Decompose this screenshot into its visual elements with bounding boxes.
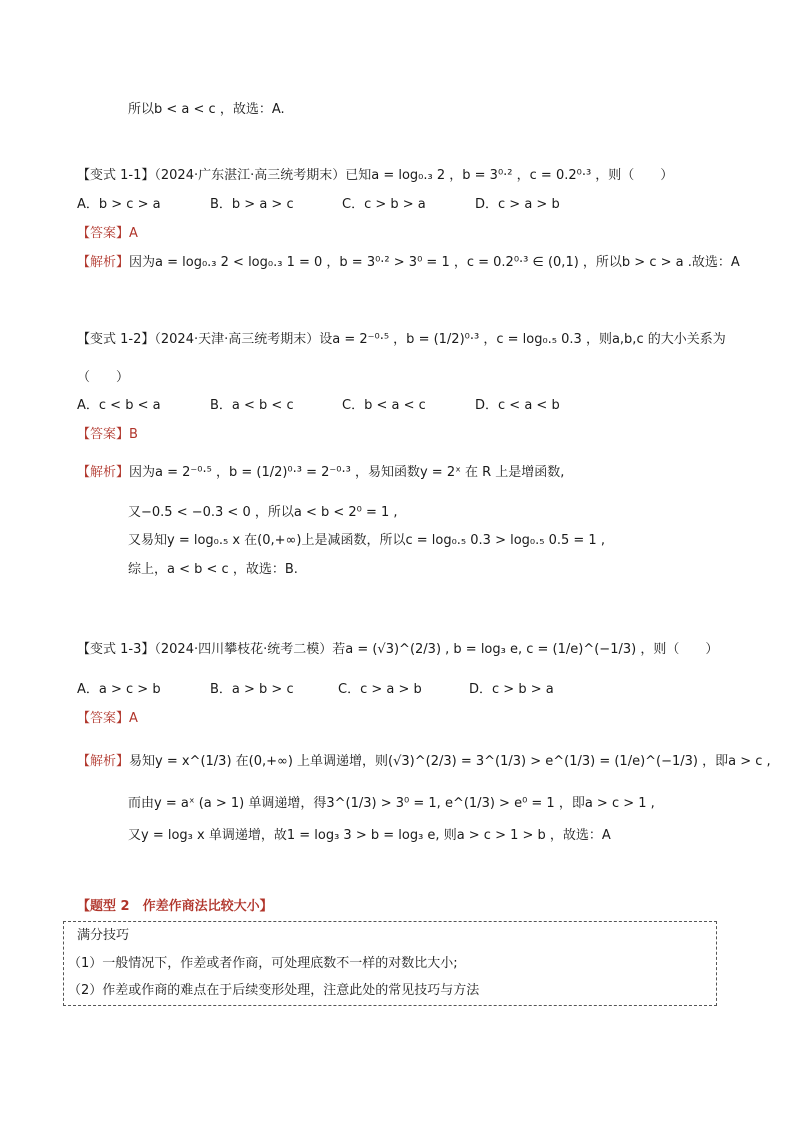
analysis-label: 【解析】 <box>77 255 130 270</box>
analysis-line: 又y = log₃ x 单调递增，故1 = log₃ 3 > b = log₃ e, 则a > c > 1 > b ，故选：A <box>128 828 611 843</box>
question-source: （2024·天津·高三统考期末） <box>154 332 320 347</box>
answer-value: B <box>129 427 138 442</box>
analysis-line: 又−0.5 < −0.3 < 0 ，所以a < b < 2⁰ = 1 , <box>128 505 398 520</box>
tips-box-title: 满分技巧 <box>77 928 130 943</box>
question-text: 已知a = log₀.₃ 2 ，b = 3⁰·² ，c = 0.2⁰·³ ，则（ ） <box>345 168 674 183</box>
analysis-line: 综上，a < b < c ，故选：B. <box>128 562 298 577</box>
conclusion-line: 所以b < a < c ，故选：A. <box>128 102 285 117</box>
question-label: 【变式 1-3】 <box>77 642 155 657</box>
answer-label: 【答案】 <box>77 711 130 726</box>
answer-line <box>77 224 138 244</box>
question-1-2-stem <box>77 330 726 350</box>
question-label: 【变式 1-2】 <box>77 332 155 347</box>
analysis-line: 【解析】易知y = x^(1/3) 在(0,+∞) 上单调递增，则(√3)^(2/3) = 3^(1/3) > e^(1/3) = (1/e)^(−1/3) ，即a > c , <box>77 754 771 769</box>
choice-c: C．b < a < c <box>342 398 426 413</box>
analysis-label: 【解析】 <box>77 465 130 480</box>
question-text: 设a = 2⁻⁰·⁵ ，b = (1/2)⁰·³ ，c = log₀.₅ 0.3 ，则a,b,c 的大小关系为 <box>319 332 726 347</box>
answer-line <box>77 425 138 445</box>
section-title: 【题型 2 作差作商法比较大小】 <box>77 899 273 914</box>
question-1-1-stem <box>77 166 673 186</box>
choice-d: D．c > b > a <box>469 682 554 697</box>
question-text: 若a = (√3)^(2/3) , b = log₃ e, c = (1/e)^(−1/3) ，则（ ） <box>332 642 719 657</box>
answer-label: 【答案】 <box>77 427 130 442</box>
question-source: （2024·广东湛江·高三统考期末） <box>154 168 346 183</box>
tip-item: （1）一般情况下，作差或者作商，可处理底数不一样的对数比大小; <box>68 956 458 971</box>
choice-b: B．a > b > c <box>210 682 294 697</box>
choice-c: C．c > b > a <box>342 197 426 212</box>
analysis-line: 【解析】因为a = log₀.₃ 2 < log₀.₃ 1 = 0 ，b = 3⁰·² > 3⁰ = 1 ，c = 0.2⁰·³ ∈ (0,1) ，所以b > c > a .故选：A <box>77 255 740 270</box>
analysis-line: 而由y = aˣ (a > 1) 单调递增，得3^(1/3) > 3⁰ = 1, e^(1/3) > e⁰ = 1 ，即a > c > 1 , <box>128 796 655 811</box>
choice-a: A．c < b < a <box>77 398 161 413</box>
choice-a: A．b > c > a <box>77 197 161 212</box>
choice-c: C．c > a > b <box>338 682 422 697</box>
question-label: 【变式 1-1】 <box>77 168 155 183</box>
answer-label: 【答案】 <box>77 226 130 241</box>
choice-b: B．a < b < c <box>210 398 294 413</box>
question-1-3-stem <box>77 640 718 660</box>
question-source: （2024·四川攀枝花·统考二模） <box>154 642 333 657</box>
answer-line <box>77 709 138 729</box>
analysis-label: 【解析】 <box>77 754 130 769</box>
answer-value: A <box>129 711 138 726</box>
choice-a: A．a > c > b <box>77 682 161 697</box>
analysis-line: 又易知y = log₀.₅ x 在(0,+∞)上是减函数，所以c = log₀.₅ 0.3 > log₀.₅ 0.5 = 1 , <box>128 533 605 548</box>
answer-value: A <box>129 226 138 241</box>
question-1-2-stem-cont: （ ） <box>77 370 130 385</box>
analysis-line: 【解析】因为a = 2⁻⁰·⁵ ，b = (1/2)⁰·³ = 2⁻⁰·³ ，易知函数y = 2ˣ 在 R 上是增函数, <box>77 465 565 480</box>
choice-d: D．c < a < b <box>475 398 560 413</box>
choice-b: B．b > a > c <box>210 197 294 212</box>
choice-d: D．c > a > b <box>475 197 560 212</box>
tips-box <box>63 921 717 1006</box>
tip-item: （2）作差或作商的难点在于后续变形处理，注意此处的常见技巧与方法 <box>68 983 480 998</box>
